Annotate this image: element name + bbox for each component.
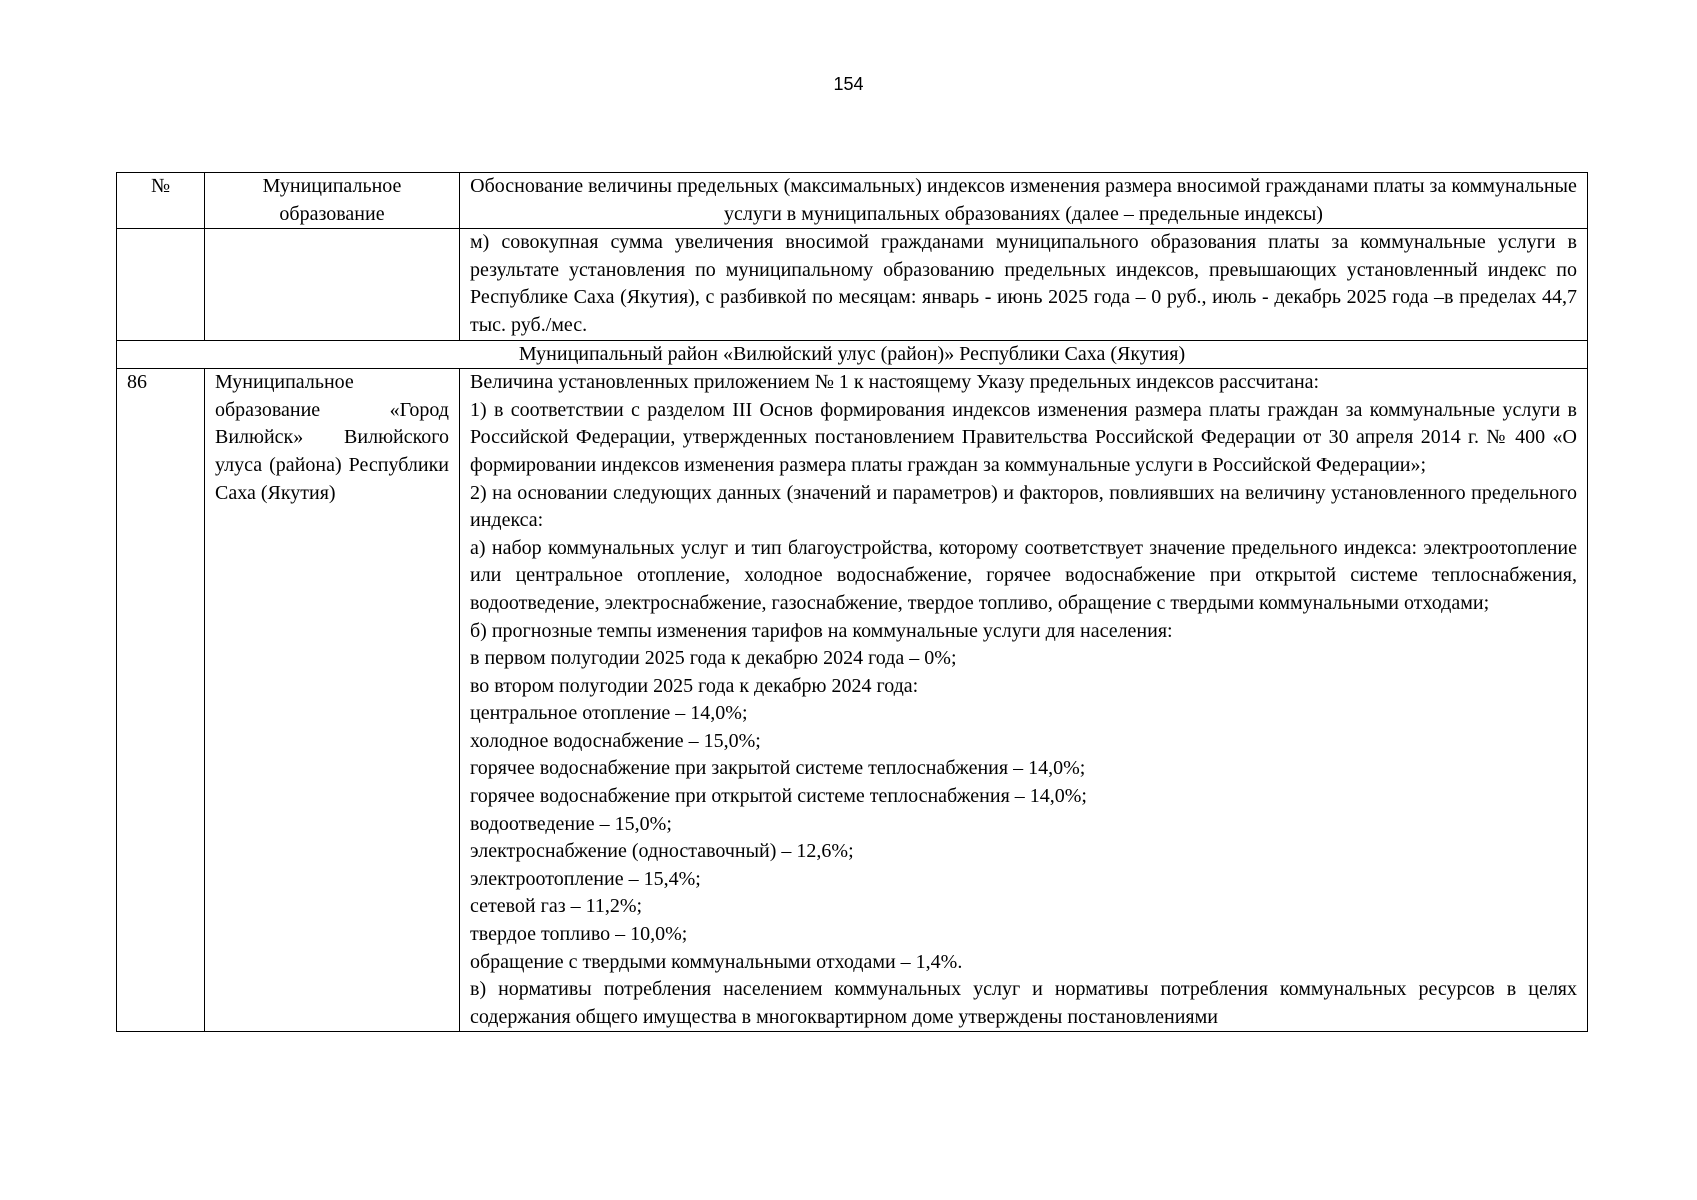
cell-empty-number bbox=[117, 229, 205, 340]
header-number: № bbox=[117, 173, 205, 229]
justification-line: центральное отопление – 14,0%; bbox=[470, 702, 748, 725]
justification-line: в) нормативы потребления населением коммунальных услуг и нормативы потребления коммунальных ресурсов в целях содержания общего имущества в многоквартирном доме утверждены постановлениями bbox=[470, 978, 1577, 1028]
justification-line: 2) на основании следующих данных (значений и параметров) и факторов, повлиявших на величину установленного предельного индекса: bbox=[470, 481, 1577, 532]
justification-line: обращение с твердыми коммунальными отходами – 1,4%. bbox=[470, 950, 963, 973]
justification-line: горячее водоснабжение при закрытой системе теплоснабжения – 14,0%; bbox=[470, 757, 1086, 780]
justification-line: сетевой газ – 11,2%; bbox=[470, 895, 643, 918]
continuation-text: м) совокупная сумма увеличения вносимой гражданами муниципального образования платы за коммунальные услуги в результате установления по муниципальному образованию предельных индексов, превышающих установленный индекс по Республике Саха (Якутия), с разбивкой по месяцам: январь - июнь 2025 года – 0 руб., июль - декабрь 2025 года –в пределах 44,7 тыс. руб./мес. bbox=[460, 229, 1588, 340]
justification-line: во втором полугодии 2025 года к декабрю 2024 года: bbox=[470, 674, 919, 697]
justification-line: электроснабжение (одноставочный) – 12,6%; bbox=[470, 840, 854, 863]
justification-line: горячее водоснабжение при открытой системе теплоснабжения – 14,0%; bbox=[470, 785, 1087, 808]
justification-line: электроотопление – 15,4%; bbox=[470, 867, 701, 890]
entry-municipality: Муниципальное образование «Город Вилюйск» Вилюйского улуса (района) Республики Саха (Якутия) bbox=[205, 369, 460, 1032]
page-number: 154 bbox=[833, 74, 864, 94]
entry-number: 86 bbox=[117, 369, 205, 1032]
justification-line: твердое топливо – 10,0%; bbox=[470, 923, 688, 946]
cell-empty-municipality bbox=[205, 229, 460, 340]
justification-line: Величина установленных приложением № 1 к настоящему Указу предельных индексов рассчитана: bbox=[470, 371, 1320, 394]
table-row-continuation bbox=[117, 229, 1588, 340]
justification-line: а) набор коммунальных услуг и тип благоустройства, которому соответствует значение предельного индекса: электроотопление или центральное отопление, холодное водоснабжение, горячее водоснабжение при открытой системе теплоснабжения, водоотведение, электроснабжение, газоснабжение, твердое топливо, обращение с твердыми коммунальными отходами; bbox=[470, 536, 1577, 614]
table-header-row bbox=[117, 173, 1588, 229]
header-justification: Обоснование величины предельных (максимальных) индексов изменения размера вносимой гражданами платы за коммунальные услуги в муниципальных образованиях (далее – предельные индексы) bbox=[460, 173, 1588, 229]
header-municipality: Муниципальное образование bbox=[205, 173, 460, 229]
justification-line: водоотведение – 15,0%; bbox=[470, 812, 672, 835]
justification-line: 1) в соответствии с разделом III Основ формирования индексов изменения размера платы граждан за коммунальные услуги в Российской Федерации, утвержденных постановлением Правительства Российской Федерации от 30 апреля 2014 г. № 400 «О формировании индексов изменения размера платы граждан за коммунальные услуги в Российской Федерации»; bbox=[470, 398, 1577, 476]
justification-line: б) прогнозные темпы изменения тарифов на коммунальные услуги для населения: bbox=[470, 619, 1173, 642]
entry-justification bbox=[460, 369, 1588, 1032]
section-row bbox=[117, 340, 1588, 369]
justification-line: холодное водоснабжение – 15,0%; bbox=[470, 729, 761, 752]
section-title: Муниципальный район «Вилюйский улус (район)» Республики Саха (Якутия) bbox=[117, 340, 1588, 369]
regulation-table bbox=[116, 172, 1588, 1032]
table-row-86 bbox=[117, 369, 1588, 1032]
justification-line: в первом полугодии 2025 года к декабрю 2024 года – 0%; bbox=[470, 647, 957, 670]
